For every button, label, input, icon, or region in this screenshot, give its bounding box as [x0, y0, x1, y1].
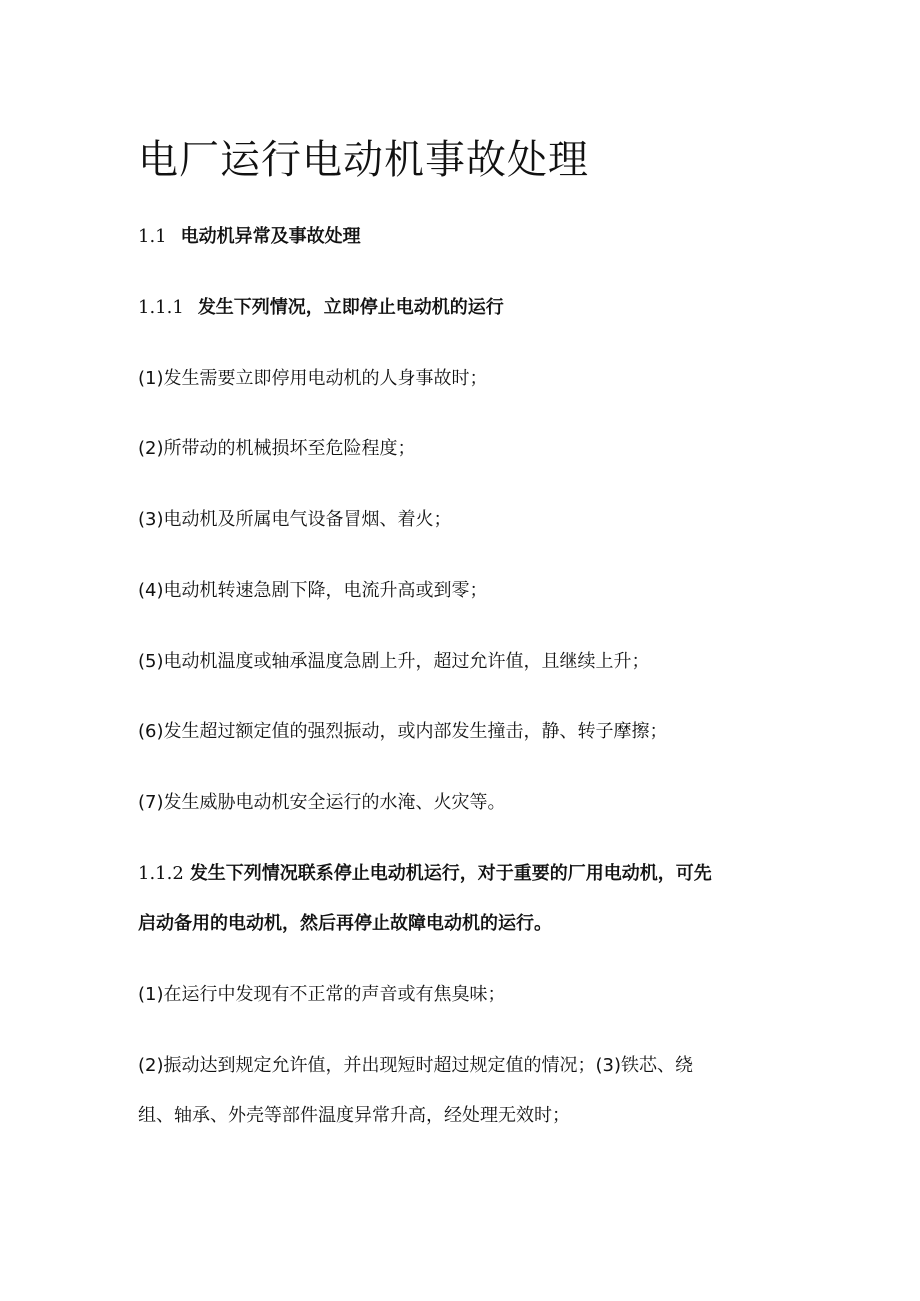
list-item: (2)振动达到规定允许值，并出现短时超过规定值的情况；(3)铁芯、绕: [138, 1055, 693, 1076]
list-item: (2)所带动的机械损坏至危险程度；: [138, 438, 416, 459]
list-item: (1)发生需要立即停用电动机的人身事故时；: [138, 368, 488, 389]
section-1-1-2-heading: [138, 859, 712, 885]
section-heading-text: 发生下列情况联系停止电动机运行，对于重要的厂用电动机，可先: [189, 863, 712, 884]
list-item: (4)电动机转速急剧下降，电流升高或到零；: [138, 580, 488, 601]
section-heading-text: 发生下列情况，立即停止电动机的运行: [197, 297, 504, 318]
section-1-1-heading: [138, 222, 361, 248]
list-item: (7)发生威胁电动机安全运行的水淹、火灾等。: [138, 792, 506, 813]
document-title: 电厂运行电动机事故处理: [138, 137, 589, 183]
list-item: (1)在运行中发现有不正常的声音或有焦臭味；: [138, 984, 506, 1005]
section-heading-continuation: 启动备用的电动机，然后再停止故障电动机的运行。: [138, 913, 552, 934]
section-number: 1.1: [138, 226, 167, 247]
list-item: 组、轴承、外壳等部件温度异常升高，经处理无效时；: [138, 1105, 570, 1126]
section-number: 1.1.2: [138, 863, 184, 884]
section-heading-text: 电动机异常及事故处理: [180, 226, 361, 247]
section-1-1-1-heading: [138, 293, 504, 319]
list-item: (6)发生超过额定值的强烈振动，或内部发生撞击，静、转子摩擦；: [138, 721, 668, 742]
section-number: 1.1.1: [138, 297, 184, 318]
list-item: (5)电动机温度或轴承温度急剧上升，超过允许值，且继续上升；: [138, 651, 650, 672]
list-item: (3)电动机及所属电气设备冒烟、着火；: [138, 509, 452, 530]
